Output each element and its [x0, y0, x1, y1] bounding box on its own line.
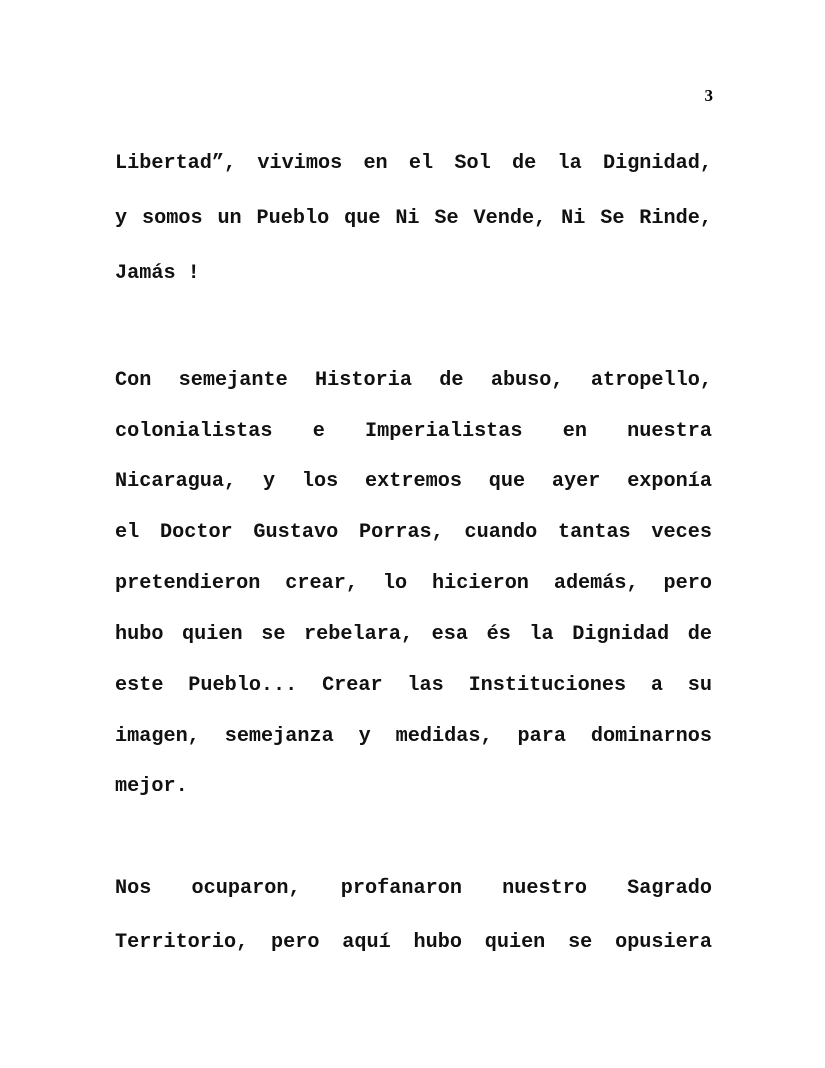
text-line: Libertad”, vivimos en el Sol de la Dignidad,	[115, 152, 712, 175]
text-line: Nos ocuparon, profanaron nuestro Sagrado	[115, 877, 712, 900]
text-line: este Pueblo... Crear las Instituciones a su	[115, 674, 712, 697]
text-line: Territorio, pero aquí hubo quien se opusiera	[115, 931, 712, 954]
text-line: colonialistas e Imperialistas en nuestra	[115, 420, 712, 443]
text-line: pretendieron crear, lo hicieron además, pero	[115, 572, 712, 595]
text-line: mejor.	[115, 775, 188, 798]
text-line: Jamás !	[115, 262, 200, 285]
text-line: y somos un Pueblo que Ni Se Vende, Ni Se Rinde,	[115, 207, 712, 230]
page-number: 3	[704, 86, 713, 105]
text-line: Con semejante Historia de abuso, atropello,	[115, 369, 712, 392]
text-line: hubo quien se rebelara, esa és la Dignidad de	[115, 623, 712, 646]
text-line: Nicaragua, y los extremos que ayer exponía	[115, 470, 712, 493]
text-line: el Doctor Gustavo Porras, cuando tantas veces	[115, 521, 712, 544]
text-line: imagen, semejanza y medidas, para dominarnos	[115, 725, 712, 748]
